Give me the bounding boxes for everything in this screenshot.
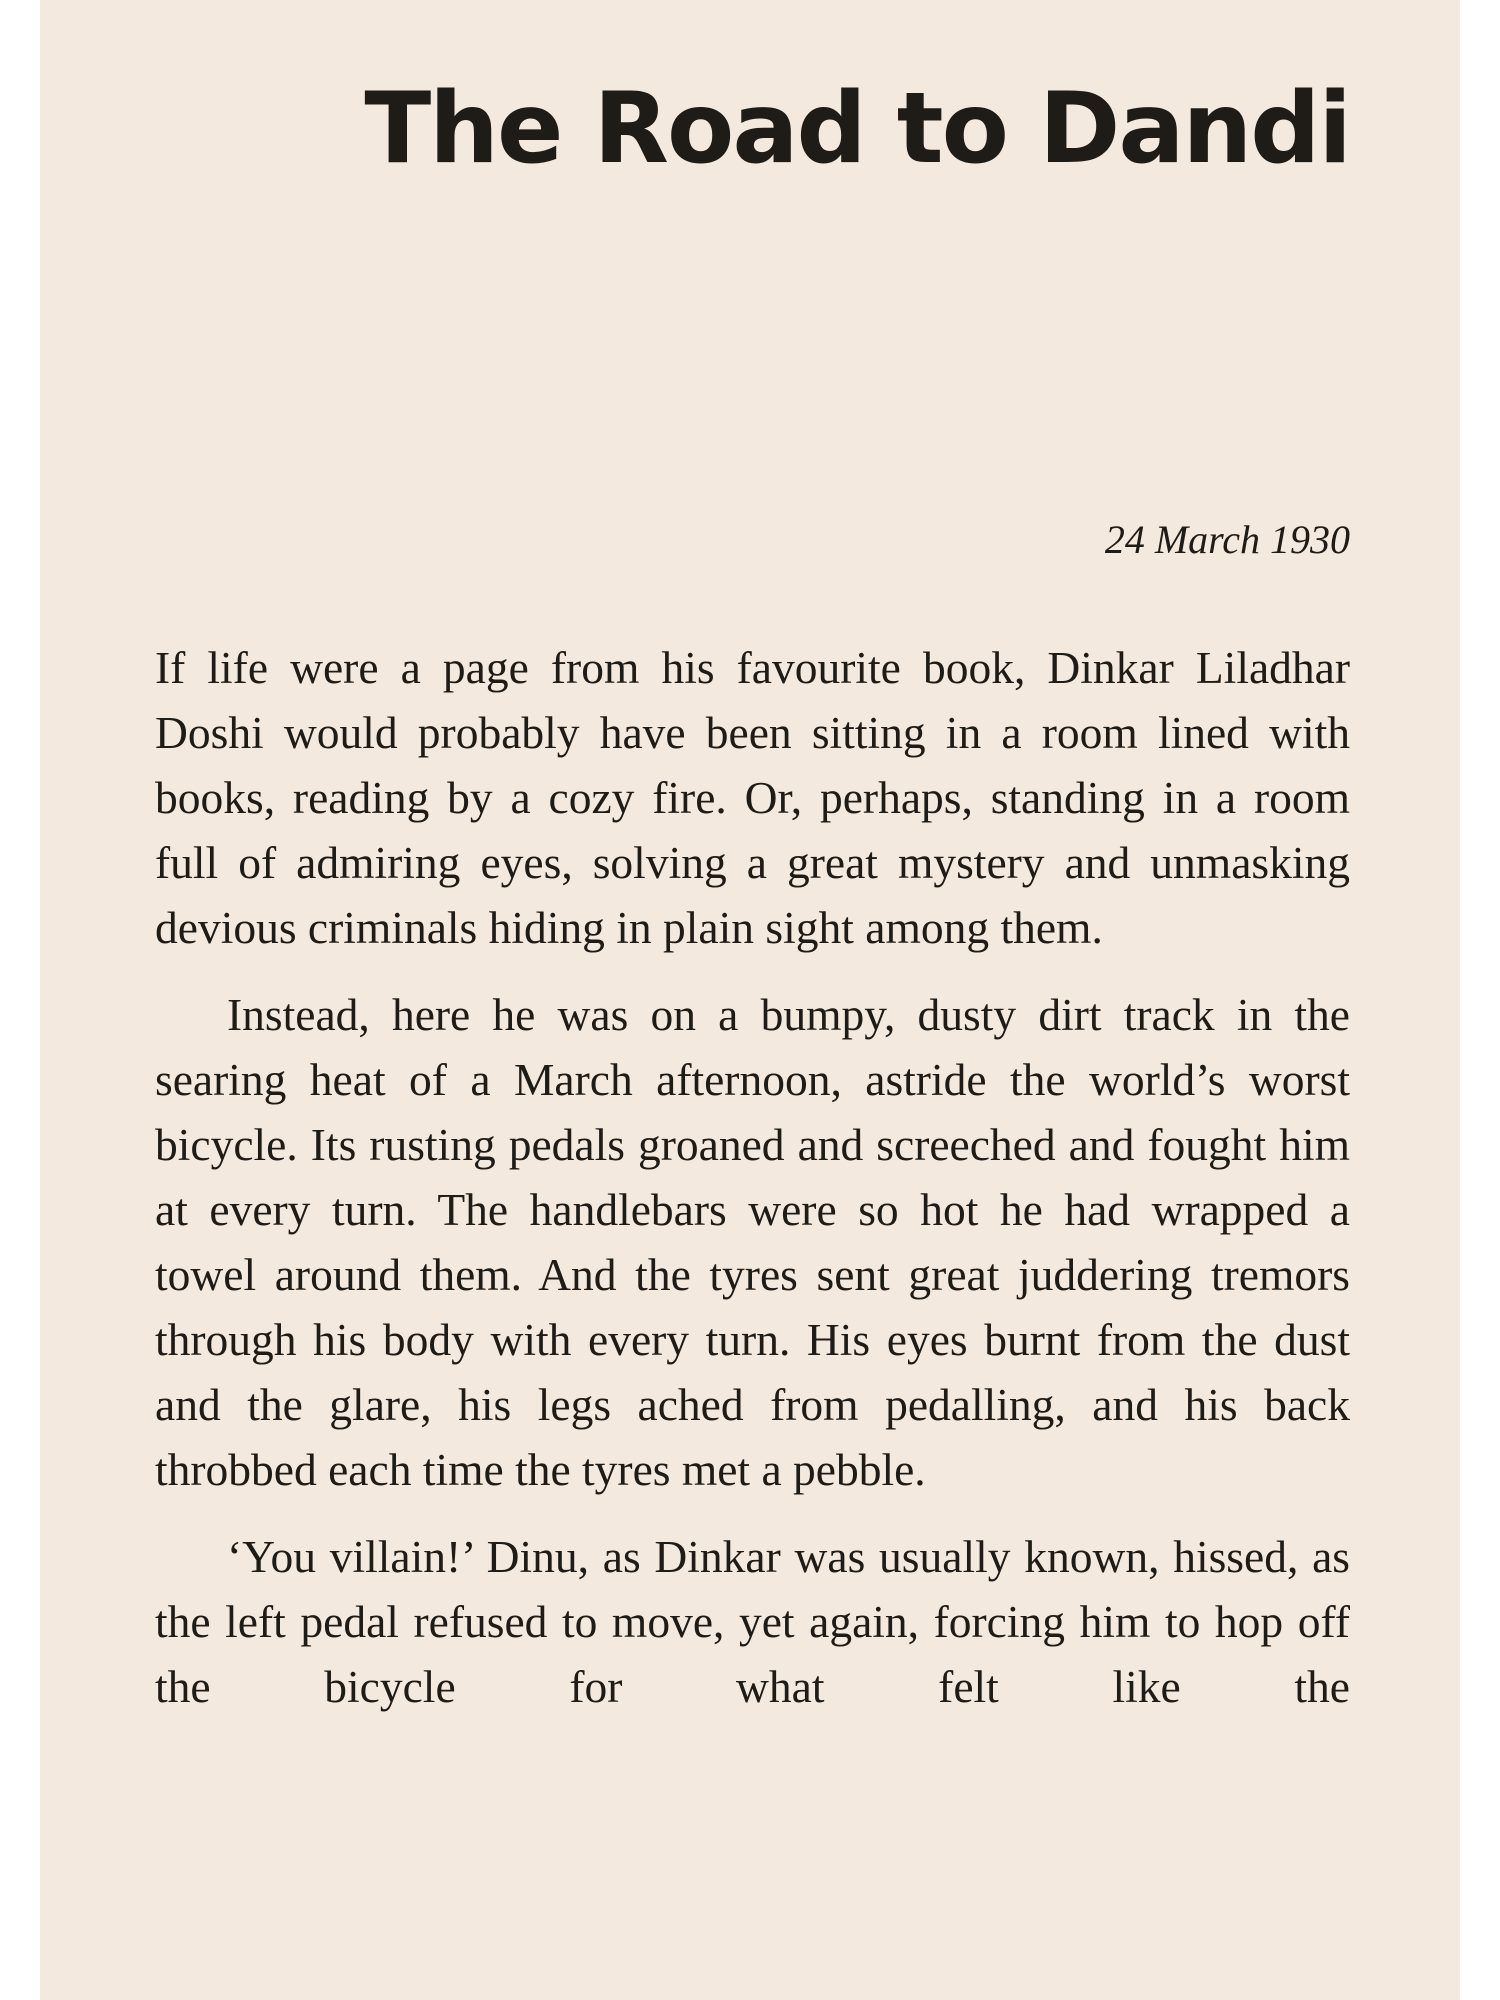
- paragraph-3: ‘You villain!’ Dinu, as Dinkar was usually known, hissed, as the left pedal refused to move, yet again, forcing him to hop off the bicycle for what felt like the: [155, 1531, 1350, 1712]
- chapter-date: 24 March 1930: [1104, 517, 1350, 562]
- book-page: [40, 0, 1460, 2000]
- chapter-body: [155, 635, 1350, 1741]
- paragraph-1: If life were a page from his favourite book, Dinkar Liladhar Doshi would probably have been sitting in a room lined with books, reading by a cozy fire. Or, perhaps, standing in a room full of admiring eyes, solving a great mystery and unmasking devious criminals hiding in plain sight among them.: [155, 642, 1350, 953]
- chapter-title: The Road to Dandi: [364, 72, 1350, 186]
- paragraph-2: Instead, here he was on a bumpy, dusty dirt track in the searing heat of a March afternoon, astride the world’s worst bicycle. Its rusting pedals groaned and screeched and fought him at every turn. The handlebars were so hot he had wrapped a towel around them. And the tyres sent great juddering tremors through his body with every turn. His eyes burnt from the dust and the glare, his legs ached from pedalling, and his back throbbed each time the tyres met a pebble.: [155, 989, 1350, 1495]
